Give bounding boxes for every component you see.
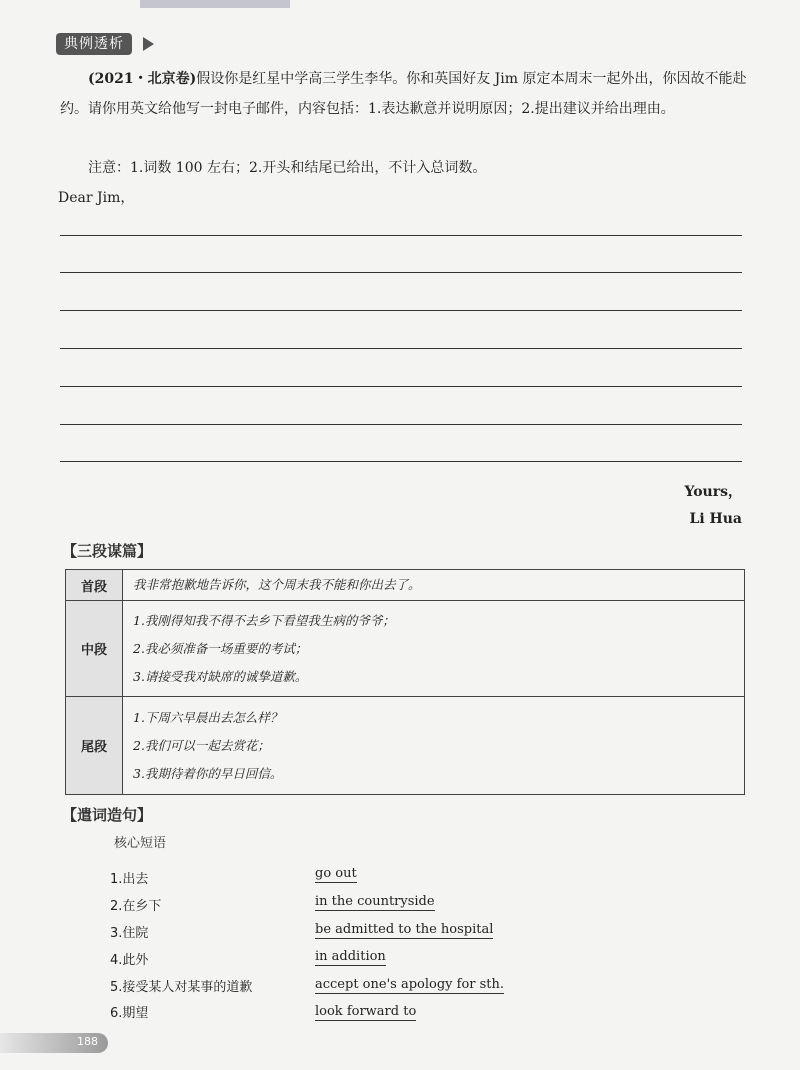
table-row: [66, 601, 745, 697]
phrase-chinese: 4.此外: [110, 953, 149, 968]
prompt-source: (2021・北京卷): [88, 71, 197, 87]
prompt-text: 假设你是红星中学高三学生李华。你和英国好友 Jim 原定本周末一起外出，你因故不能赴约。请你用英文给他写一封电子邮件，内容包括：1.表达歉意并说明原因；2.提出建议并给出理由。: [60, 71, 747, 117]
writing-line: [60, 424, 742, 425]
section-badge: 典例透析: [56, 33, 132, 55]
letter-closing: Yours，: [684, 484, 742, 500]
table-row: [66, 570, 745, 601]
plan-item: 2.我必须准备一场重要的考试；: [133, 640, 308, 656]
top-header-strip: [140, 0, 290, 8]
writing-line: [60, 272, 742, 273]
plan-heading: 【三段谋篇】: [62, 542, 153, 560]
writing-line: [60, 461, 742, 462]
letter-signature: Li Hua: [689, 511, 742, 527]
badge-arrow-icon: [143, 37, 154, 51]
page-number: 188: [77, 1035, 98, 1048]
phrase-english: be admitted to the hospital: [315, 922, 494, 937]
plan-item: 3.我期待着你的早日回信。: [133, 765, 283, 781]
row-label: 首段: [66, 570, 123, 601]
phrase-chinese: 6.期望: [110, 1006, 149, 1021]
plan-item: 3.请接受我对缺席的诚挚道歉。: [133, 668, 308, 684]
plan-item: 1.下周六早晨出去怎么样？: [133, 709, 283, 725]
vocab-subheading: 核心短语: [114, 836, 167, 851]
plan-item: 我非常抱歉地告诉你，这个周末我不能和你出去了。: [133, 577, 421, 592]
vocab-heading: 【遣词造句】: [62, 806, 153, 824]
phrase-english: look forward to: [315, 1004, 417, 1019]
writing-prompt: [60, 64, 750, 124]
phrase-english: accept one's apology for sth.: [315, 977, 505, 992]
phrase-english: in the countryside: [315, 894, 435, 909]
paragraph-plan-table: [65, 569, 745, 795]
prompt-note: 注意：1.词数 100 左右；2.开头和结尾已给出，不计入总词数。: [88, 160, 487, 176]
writing-line: [60, 310, 742, 311]
phrase-chinese: 5.接受某人对某事的道歉: [110, 980, 253, 995]
phrase-english: in addition: [315, 949, 386, 964]
phrase-chinese: 1.出去: [110, 872, 149, 887]
plan-item: 1.我刚得知我不得不去乡下看望我生病的爷爷；: [133, 612, 395, 628]
writing-line: [60, 386, 742, 387]
writing-line: [60, 348, 742, 349]
row-label: 中段: [66, 601, 123, 697]
phrase-chinese: 3.住院: [110, 926, 149, 941]
table-row: [66, 697, 745, 795]
phrase-chinese: 2.在乡下: [110, 899, 162, 914]
plan-item: 2.我们可以一起去赏花；: [133, 737, 270, 753]
letter-greeting: Dear Jim，: [58, 190, 135, 206]
row-label: 尾段: [66, 697, 123, 795]
writing-line: [60, 235, 742, 236]
phrase-english: go out: [315, 866, 357, 881]
